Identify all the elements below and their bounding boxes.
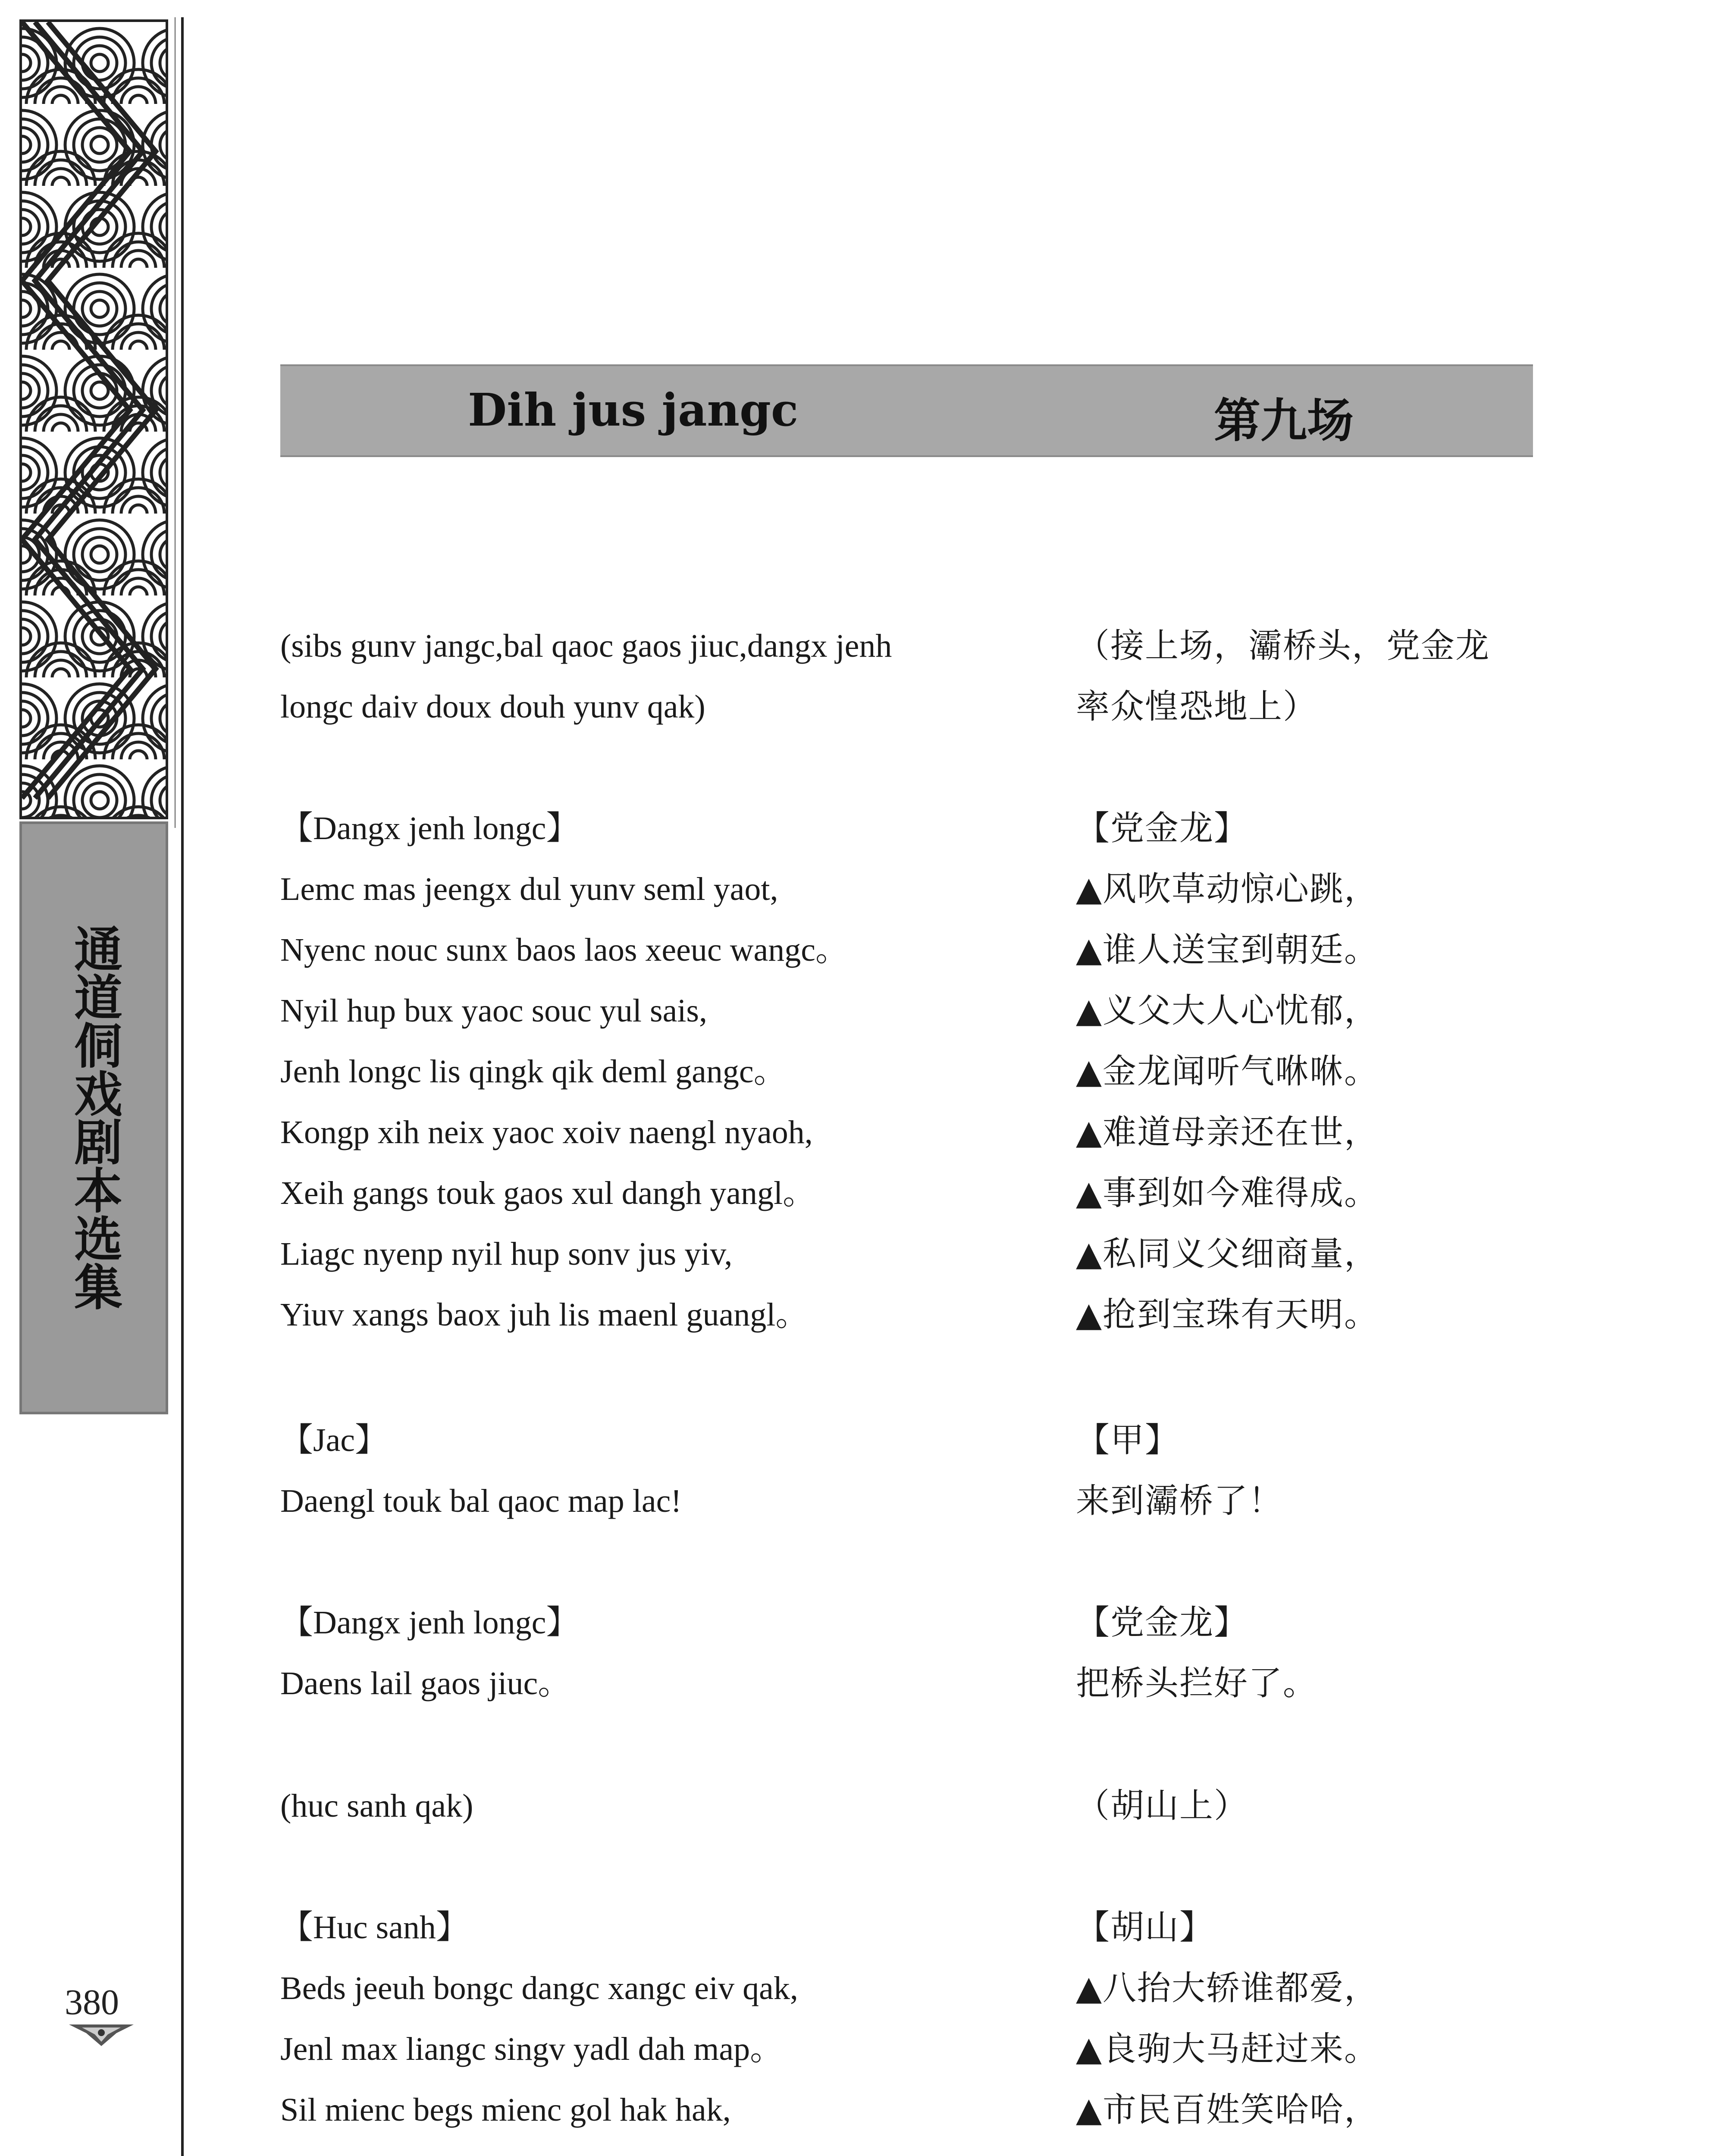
text-line: ▲抢到宝珠有天明。 <box>1076 1295 1379 1334</box>
ornament-icon <box>69 2022 134 2050</box>
text-line: Jenh longc lis qingk qik deml gangc。 <box>280 1053 787 1090</box>
text-line: （胡山上） <box>1076 1786 1249 1825</box>
text-line: Yiuv xangs baox juh lis maenl guangl。 <box>280 1297 809 1333</box>
speaker-label: 【Huc sanh】 <box>280 1909 469 1946</box>
scene-title-zh: 第九场 <box>1214 394 1354 448</box>
text-line: ▲谁人送宝到朝廷。 <box>1076 931 1379 969</box>
dialogue-block-dong <box>280 1410 1048 1532</box>
text-line: ▲义父大人心忧郁， <box>1076 991 1379 1030</box>
dialogue-block-dong <box>280 1897 1048 2140</box>
dialogue-block-dong <box>280 1592 1048 1714</box>
dialogue-block-dong <box>280 798 1048 1345</box>
page-border-line <box>181 17 184 2156</box>
speaker-label: 【Jac】 <box>280 1422 388 1458</box>
text-line: Jenl max liangc singv yadl dah map。 <box>280 2031 783 2067</box>
text-line: Xeih gangs touk gaos xul dangh yangl。 <box>280 1175 816 1211</box>
stage-direction-zh <box>1076 616 1542 737</box>
text-line: 来到灞桥了！ <box>1076 1482 1283 1520</box>
speaker-label: 【党金龙】 <box>1076 809 1249 848</box>
speaker-label: 【甲】 <box>1076 1421 1180 1460</box>
scene-title-dong: Dih jus jangc <box>468 383 799 436</box>
text-line: Nyenc nouc sunx baos laos xeeuc wangc。 <box>280 932 848 968</box>
decorative-border-pattern <box>19 19 168 819</box>
stage-direction-dong <box>280 616 1048 737</box>
text-line: ▲风吹草动惊心跳， <box>1076 870 1379 909</box>
text-line: Daengl touk bal qaoc map lac! <box>280 1483 682 1519</box>
dialogue-block-zh <box>1076 1897 1542 2140</box>
dialogue-block-zh <box>1076 798 1542 1345</box>
text-line: ▲事到如今难得成。 <box>1076 1174 1379 1213</box>
speaker-label: 【Dangx jenh longc】 <box>280 810 579 846</box>
speaker-label: 【党金龙】 <box>1076 1603 1249 1642</box>
text-line: (huc sanh qak) <box>280 1788 473 1824</box>
series-title-box <box>19 821 168 1414</box>
text-line: （接上场，灞桥头，党金龙 <box>1076 627 1490 665</box>
text-line: Nyil hup bux yaoc souc yul sais, <box>280 993 708 1029</box>
speaker-label: 【Dangx jenh longc】 <box>280 1604 579 1641</box>
series-title: 通道侗戏剧本选集 <box>66 924 123 1310</box>
text-line: Sil mienc begs mienc gol hak hak, <box>280 2092 731 2128</box>
text-line: 把桥头拦好了。 <box>1076 1664 1318 1703</box>
text-line: Lemc mas jeengx dul yunv seml yaot, <box>280 871 778 907</box>
dialogue-block-zh <box>1076 1410 1542 1532</box>
text-line: ▲市民百姓笑哈哈， <box>1076 2090 1379 2129</box>
text-line: ▲八抬大轿谁都爱， <box>1076 1969 1379 2008</box>
speaker-label: 【胡山】 <box>1076 1908 1214 1947</box>
text-line: 率众惶恐地上） <box>1076 687 1318 726</box>
text-line: ▲良驹大马赶过来。 <box>1076 2030 1379 2068</box>
text-line: longc daiv doux douh yunv qak) <box>280 689 705 725</box>
text-line: (sibs gunv jangc,bal qaoc gaos jiuc,dangx jenh <box>280 628 892 664</box>
text-line: Beds jeeuh bongc dangc xangc eiv qak, <box>280 1970 798 2006</box>
stage-direction-dong <box>280 1776 1048 1836</box>
text-line: ▲难道母亲还在世， <box>1076 1113 1379 1152</box>
page-number: 380 <box>65 1982 119 2022</box>
text-line: ▲私同义父细商量， <box>1076 1235 1379 1273</box>
text-line: ▲金龙闻听气咻咻。 <box>1076 1052 1379 1091</box>
text-line: Liagc nyenp nyil hup sonv jus yiv, <box>280 1236 733 1272</box>
dialogue-block-zh <box>1076 1592 1542 1714</box>
text-line: Daens lail gaos jiuc。 <box>280 1665 571 1702</box>
border-line <box>175 17 176 828</box>
scene-header <box>280 364 1533 457</box>
stage-direction-zh <box>1076 1776 1542 1836</box>
text-line: Kongp xih neix yaoc xoiv naengl nyaoh, <box>280 1114 813 1150</box>
